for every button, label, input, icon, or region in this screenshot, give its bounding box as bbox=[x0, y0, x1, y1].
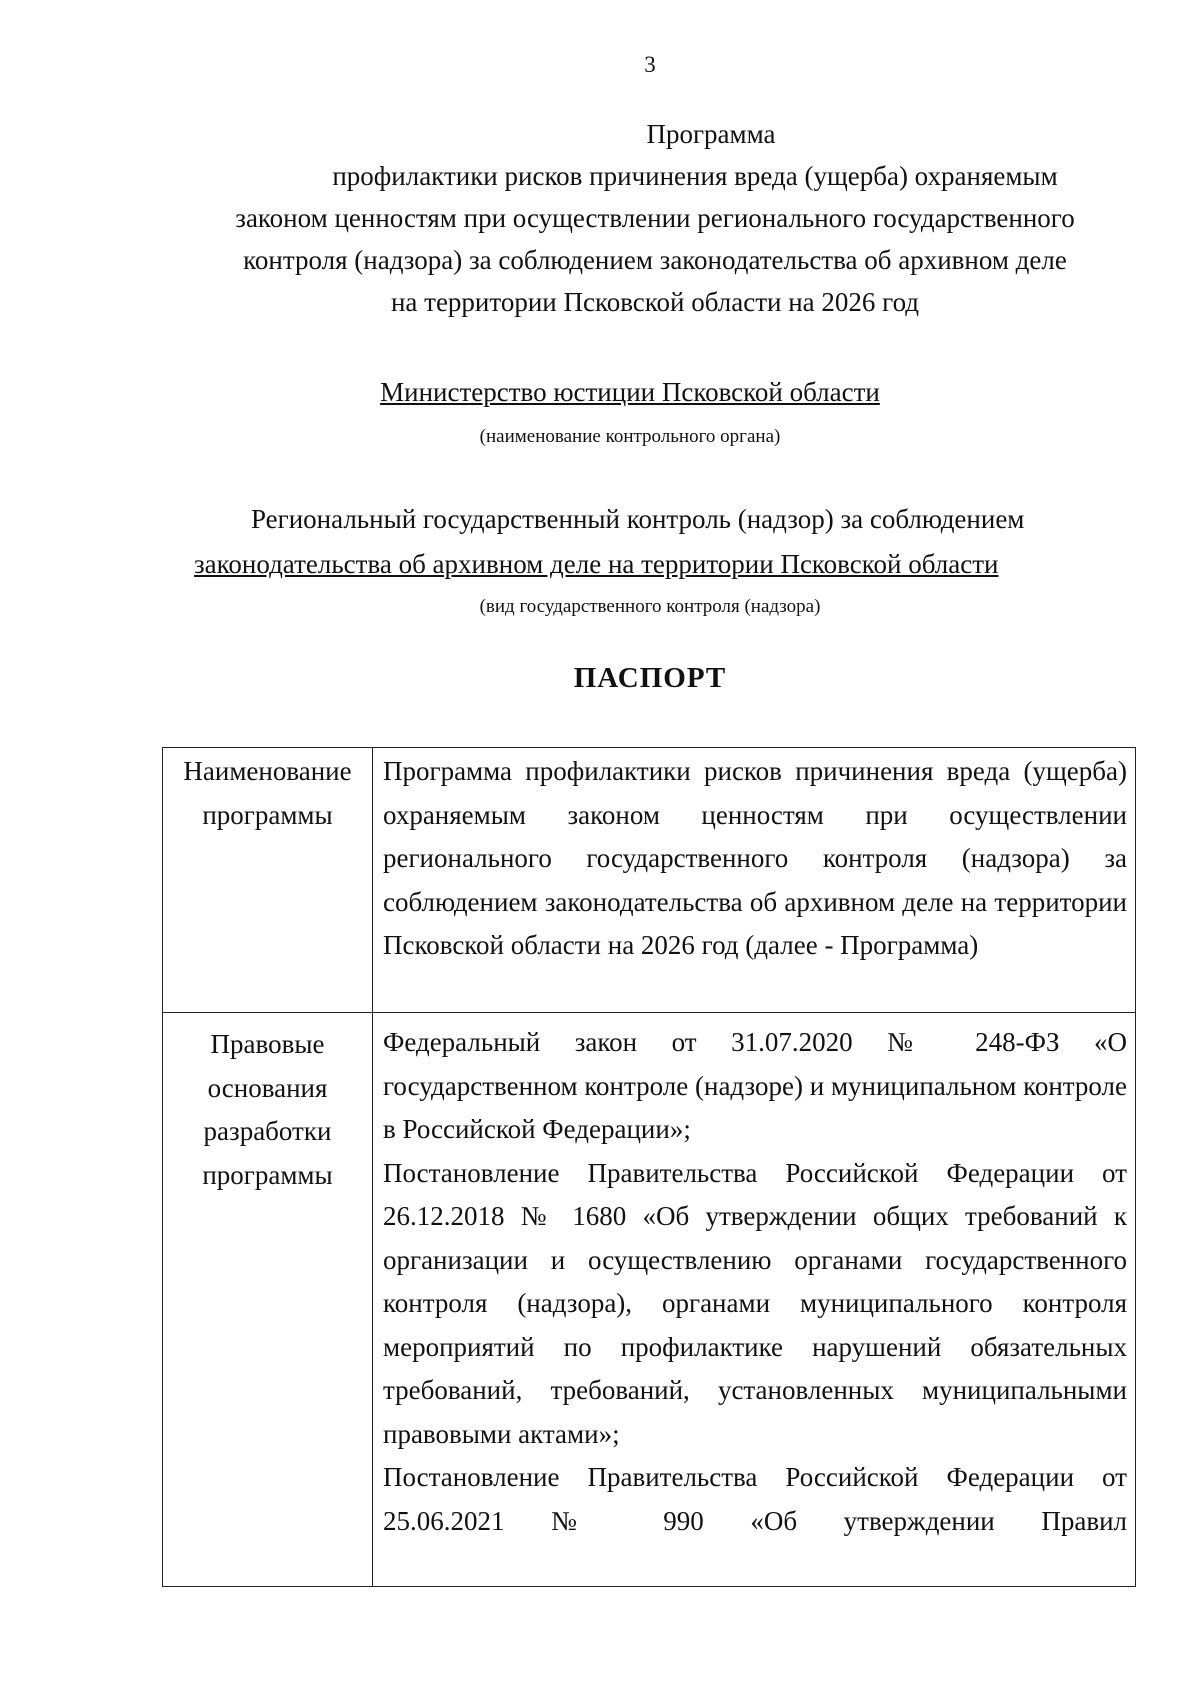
row-content bbox=[373, 1013, 1136, 1587]
title-line-4: контроля (надзора) за соблюдением законодательства об архивном деле bbox=[243, 245, 1067, 275]
title-line-1: Программа bbox=[646, 119, 776, 149]
control-organ-name: Министерство юстиции Псковской области bbox=[380, 377, 880, 407]
row-label bbox=[163, 748, 373, 1013]
page-number: 3 bbox=[644, 52, 656, 77]
table-row bbox=[163, 748, 1136, 1013]
row-content-paragraph: Постановление Правительства Российской Федерации от 25.06.2021 № 990 «Об утверждении Правил bbox=[383, 1462, 1127, 1536]
table-row bbox=[163, 1013, 1136, 1587]
passport-table bbox=[162, 747, 1136, 1587]
document-title bbox=[140, 113, 1170, 323]
row-content bbox=[373, 748, 1136, 1013]
row-label-line: основания bbox=[207, 1072, 328, 1103]
row-label-line: программы bbox=[202, 1159, 333, 1190]
row-label-line: Наименование bbox=[183, 756, 352, 786]
control-type-line-1: Региональный государственный контроль (надзор) за соблюдением bbox=[251, 504, 1025, 534]
row-label-line: разработки bbox=[203, 1116, 332, 1146]
title-line-3: законом ценностям при осуществлении регионального государственного bbox=[235, 203, 1075, 233]
control-type-line-2: законодательства об архивном деле на территории Псковской области bbox=[194, 549, 999, 579]
control-type-caption: (вид государственного контроля (надзора) bbox=[479, 596, 821, 617]
passport-heading: ПАСПОРТ bbox=[573, 662, 727, 694]
row-label bbox=[163, 1013, 373, 1587]
row-content-paragraph: Федеральный закон от 31.07.2020 № 248-ФЗ «О государственном контроле (надзоре) и муниципальном контроле в Российской Федерации»; bbox=[383, 1027, 1127, 1144]
row-content-paragraph: Программа профилактики рисков причинения вреда (ущерба) охраняемым законом ценностям при осуществлении регионального государственного контроля (надзора) за соблюдением законодательства об архивном деле на территории Псковской области на 2026 год (далее - Программа) bbox=[383, 756, 1127, 960]
title-line-2: профилактики рисков причинения вреда (ущерба) охраняемым bbox=[332, 161, 1058, 191]
row-content-paragraph: Постановление Правительства Российской Федерации от 26.12.2018 № 1680 «Об утверждении общих требований к организации и осуществлению органами государственного контроля (надзора), органами муниципального контроля мероприятий по профилактике нарушений обязательных требований, требований, установленных муниципальными правовыми актами»; bbox=[383, 1157, 1127, 1449]
row-label-line: Правовые bbox=[210, 1029, 325, 1059]
control-organ-caption: (наименование контрольного органа) bbox=[479, 426, 781, 447]
row-label-line: программы bbox=[202, 799, 333, 830]
title-line-5: на территории Псковской области на 2026 год bbox=[390, 287, 920, 317]
